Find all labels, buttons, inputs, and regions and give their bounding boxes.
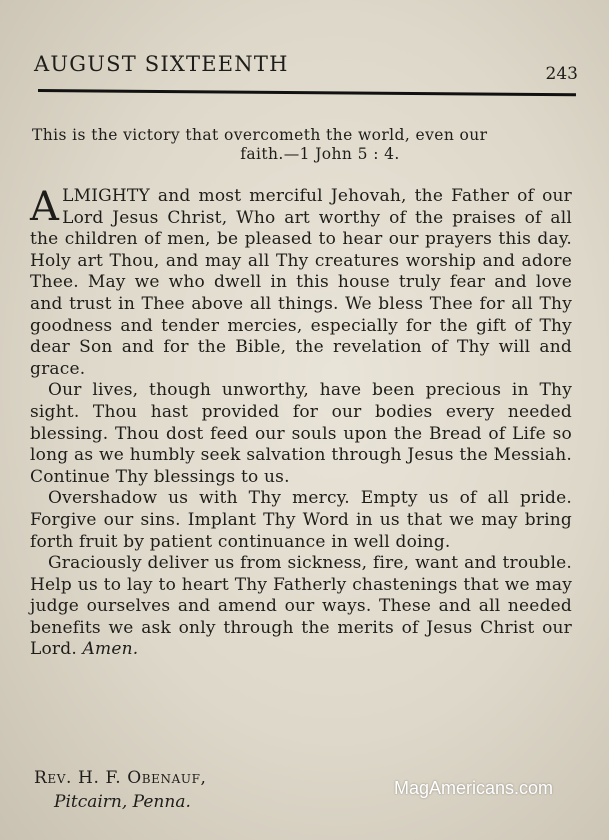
- paragraph-text: Graciously deliver us from sickness, fire, want and trouble. Help us to lay to heart Thy Fatherly chastenings that we may judge ourselves and amend our ways. These and all needed benefits we ask only through the merits of Jesus Christ our Lord.: [30, 553, 572, 660]
- scripture-epigraph: [32, 126, 578, 164]
- header-rule: [38, 89, 576, 96]
- page-number: 243: [545, 64, 578, 84]
- paragraph-text: Our lives, though unworthy, have been precious in Thy sight. Thou hast provided for our bodies every needed blessing. Thou dost feed our souls upon the Bread of Life so long as we humbly seek salvation through Jesus the Messiah. Continue Thy blessings to us.: [30, 380, 572, 487]
- page-header: [34, 52, 578, 82]
- author-signature: [34, 766, 207, 814]
- epigraph-line-1: This is the victory that overcometh the world, even our: [32, 126, 488, 144]
- prayer-paragraph: [30, 553, 572, 661]
- epigraph-line-2: faith.—1 John 5 : 4.: [240, 145, 400, 163]
- prayer-paragraph: [30, 186, 572, 380]
- watermark: MagAmericans.com: [394, 778, 554, 798]
- paragraph-text: LMIGHTY and most merciful Jehovah, the Father of our Lord Jesus Christ, Who art worthy of the praises of all the children of men, be pleased to hear our prayers this day. Holy art Thou, and may all Thy creatures worship and adore Thee. May we who dwell in this house truly fear and love and trust in Thee above all things. We bless Thee for all Thy goodness and tender mercies, especially for the gift of Thy dear Son and for the Bible, the revelation of Thy will and grace.: [30, 186, 572, 379]
- prayer-paragraph: [30, 380, 572, 488]
- paragraph-text: Overshadow us with Thy mercy. Empty us of all pride. Forgive our sins. Implant Thy Word in us that we may bring forth fruit by patient continuance in well doing.: [30, 488, 572, 552]
- prayer-body: [30, 186, 572, 661]
- amen-closing: Amen.: [82, 639, 139, 660]
- author-name: Rev. H. F. Obenauf,: [34, 768, 207, 788]
- page-title: AUGUST SIXTEENTH: [34, 52, 289, 76]
- author-location: Pitcairn, Penna.: [54, 792, 191, 812]
- prayer-paragraph: [30, 488, 572, 553]
- drop-cap: A: [30, 184, 60, 230]
